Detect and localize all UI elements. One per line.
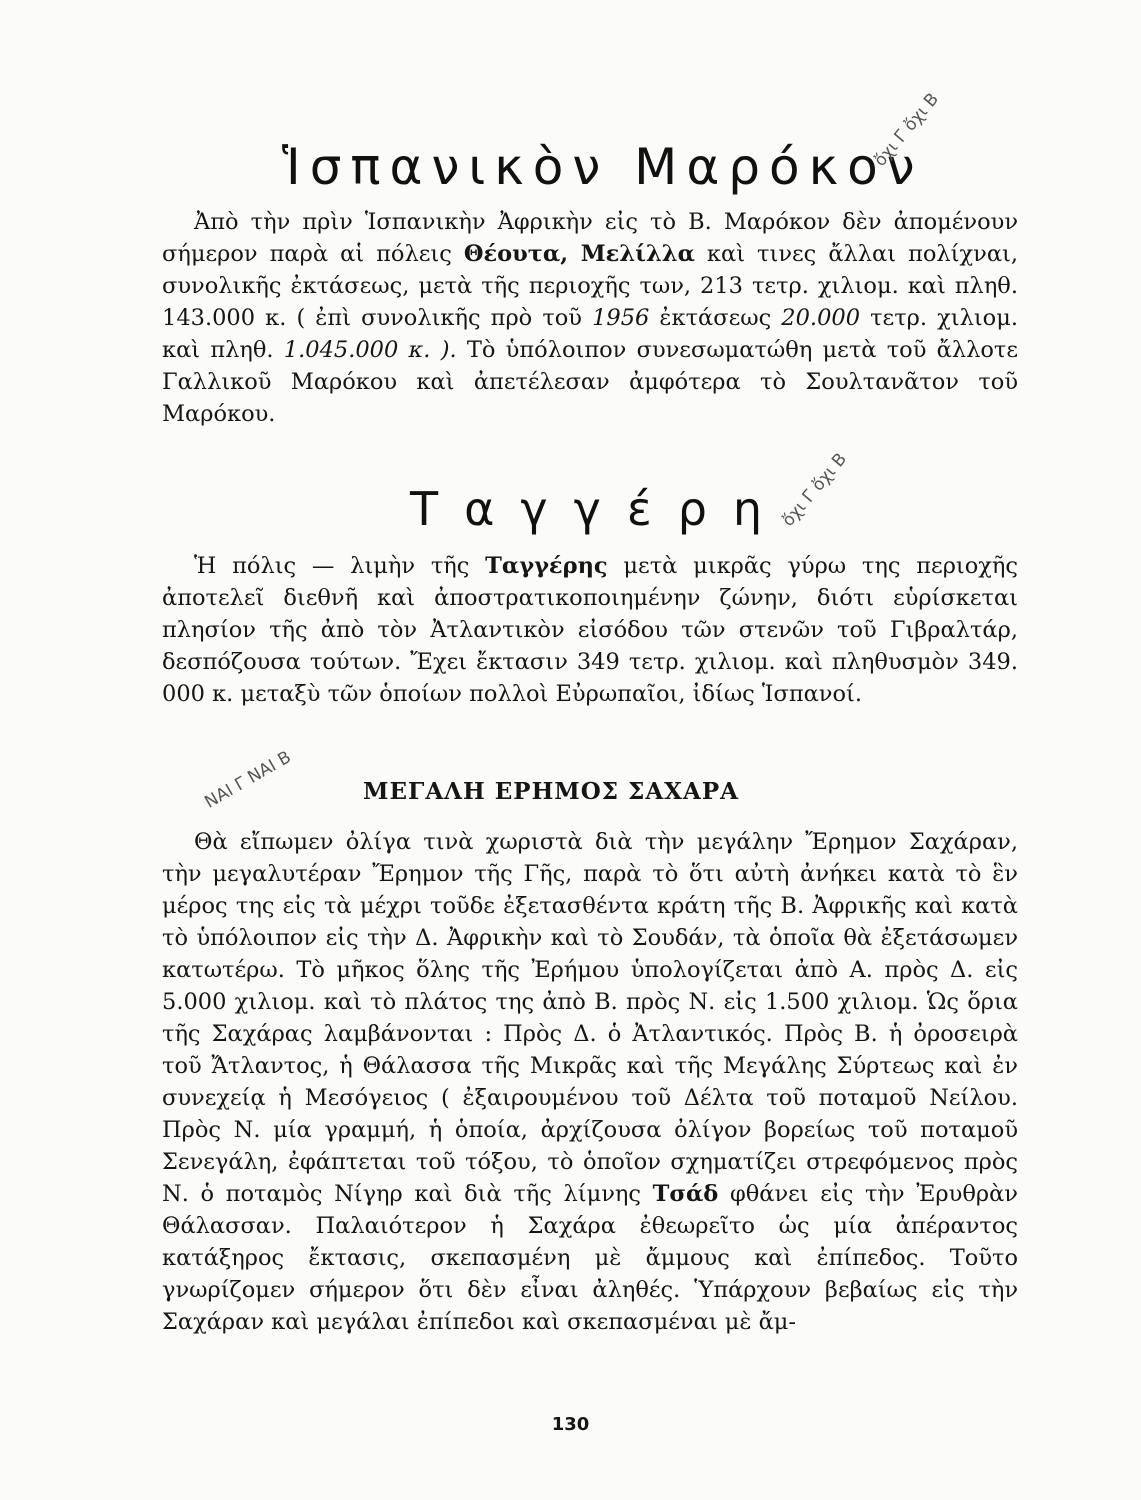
text-run: Ἀπὸ τὴν πρὶν Ἱσπανικὴν Ἀφρικὴν εἰς τὸ Β. Μαρόκον δὲν ἀπομένουν σήμερον παρὰ αἱ πόλεις — [162, 209, 1018, 267]
handwritten-note: ὄχι Γ ὄχι Β — [778, 449, 852, 531]
page-number: 130 — [551, 1414, 590, 1435]
text-run: Τὸ ὑπόλοιπον συνεσωματώθη μετὰ τοῦ ἄλλοτε Γαλλικοῦ Μαρόκου καὶ ἀπετέλεσαν ἀμφότερα τὸ Σουλτανᾶτον τοῦ Μαρόκου. — [162, 337, 1018, 427]
section-heading-sahara: ΜΕΓΑΛΗ ΕΡΗΜΟΣ ΣΑΧΑΡΑ — [363, 778, 740, 805]
text-run: τετρ. χιλιομ. καὶ πληθ. — [162, 305, 1018, 363]
text-run: Θὰ εἴπωμεν ὀλίγα τινὰ χωριστὰ διὰ τὴν μεγάλην Ἔρημον Σαχάραν, τὴν μεγαλυτέραν Ἔρημον τῆς Γῆς, παρὰ τὸ ὅτι αὐτὴ ἀνήκει κατὰ τὸ ἓν μέρος της εἰς τὰ μέχρι τοῦδε ἐξετασθέντα κράτη τῆς Β. Ἀφρικῆς καὶ κατὰ τὸ ὑπόλοιπον εἰς τὴν Δ. Ἀφρικὴν καὶ τὸ Σουδάν, τὰ ὁποῖα θὰ ἐξετάσωμεν κατωτέρω. Τὸ μῆκος ὅλης τῆς Ἐρήμου ὑπολογίζεται ἀπὸ Α. πρὸς Δ. εἰς 5.000 χιλιομ. καὶ τὸ πλάτος της ἀπὸ Β. πρὸς Ν. εἰς 1.500 χιλιομ. Ὡς ὅρια τῆς Σαχάρας λαμβάνονται : Πρὸς Δ. ὁ Ἀτλαντικός. Πρὸς Β. ἡ ὀροσειρὰ τοῦ Ἄτλαντος, ἡ Θάλασσα τῆς Μικρᾶς καὶ τῆς Μεγάλης Σύρτεως καὶ ἐν συνεχείᾳ ἡ Μεσόγειος ( ἐξαιρουμένου τοῦ Δέλτα τοῦ ποταμοῦ Νείλου. Πρὸς Ν. μία γραμμή, ἡ ὁποία, ἀρχίζουσα ὀλίγον βορείως τοῦ ποταμοῦ Σενεγάλη, ἐφάπτεται τοῦ τόξου, τὸ ὁποῖον σχηματίζει στρεφόμενος πρὸς Ν. ὁ ποταμὸς Νίγηρ καὶ διὰ τῆς λίμνης — [162, 829, 1018, 1207]
paragraph-spanish-morocco — [162, 206, 1018, 430]
paragraph-sahara — [162, 826, 1018, 1338]
text-run: φθάνει εἰς τὴν Ἐρυθρὰν Θάλασσαν. Παλαιότερον ἡ Σαχάρα ἐθεωρεῖτο ὡς μία ἀπέραντος κατάξηρος ἔκτασις, σκεπασμένη μὲ ἄμμους καὶ ἐπίπεδος. Τοῦτο γνωρίζομεν σήμερον ὅτι δὲν εἶναι ἀληθές. Ὑπάρχουν βεβαίως εἰς τὴν Σαχάραν καὶ μεγάλαι ἐπίπεδοι καὶ σκεπασμέναι μὲ ἄμ- — [162, 1181, 1018, 1335]
bold-run: Ταγγέρης — [485, 553, 608, 579]
italic-run: 1956 — [592, 305, 650, 331]
text-run: ἐκτάσεως — [649, 305, 782, 331]
handwritten-note: ὄχι Γ ὄχι Β — [870, 89, 944, 171]
italic-run: 1.045.000 κ. ). — [283, 337, 457, 363]
bold-run: Τσάδ — [652, 1181, 719, 1207]
italic-run: 20.000 — [781, 305, 861, 331]
text-run: Ἡ πόλις — λιμὴν τῆς — [194, 553, 486, 579]
paragraph-tangier — [162, 550, 1018, 710]
page-title: Ἱσπανικὸν Μαρόκον — [282, 138, 924, 196]
section-title-tangier: Ταγγέρη — [410, 482, 789, 536]
text-run: μετὰ μικρᾶς γύρω της περιοχῆς ἀποτελεῖ διεθνῆ καὶ ἀποστρατικοποιημένην ζώνην, διότι εὑρίσκεται πλησίον τῆς ἀπὸ τὸν Ἀτλαντικὸν εἰσόδου τῶν στενῶν τοῦ Γιβραλτάρ, δεσπόζουσα τούτων. Ἔχει ἔκτασιν 349 τετρ. χιλιομ. καὶ πληθυσμὸν 349. 000 κ. μεταξὺ τῶν ὁποίων πολλοὶ Εὐρωπαῖοι, ἰδίως Ἱσπανοί. — [162, 553, 1019, 707]
bold-run: Θέουτα, Μελίλλα — [463, 241, 695, 267]
handwritten-note: ΝΑΙ Γ ΝΑΙ Β — [201, 747, 295, 813]
text-run: καὶ τινες ἄλλαι πολίχναι, συνολικῆς ἐκτάσεως, μετὰ τῆς περιοχῆς των, 213 τετρ. χιλιομ. καὶ πληθ. 143.000 κ. ( ἐπὶ συνολικῆς πρὸ τοῦ — [162, 241, 1018, 331]
